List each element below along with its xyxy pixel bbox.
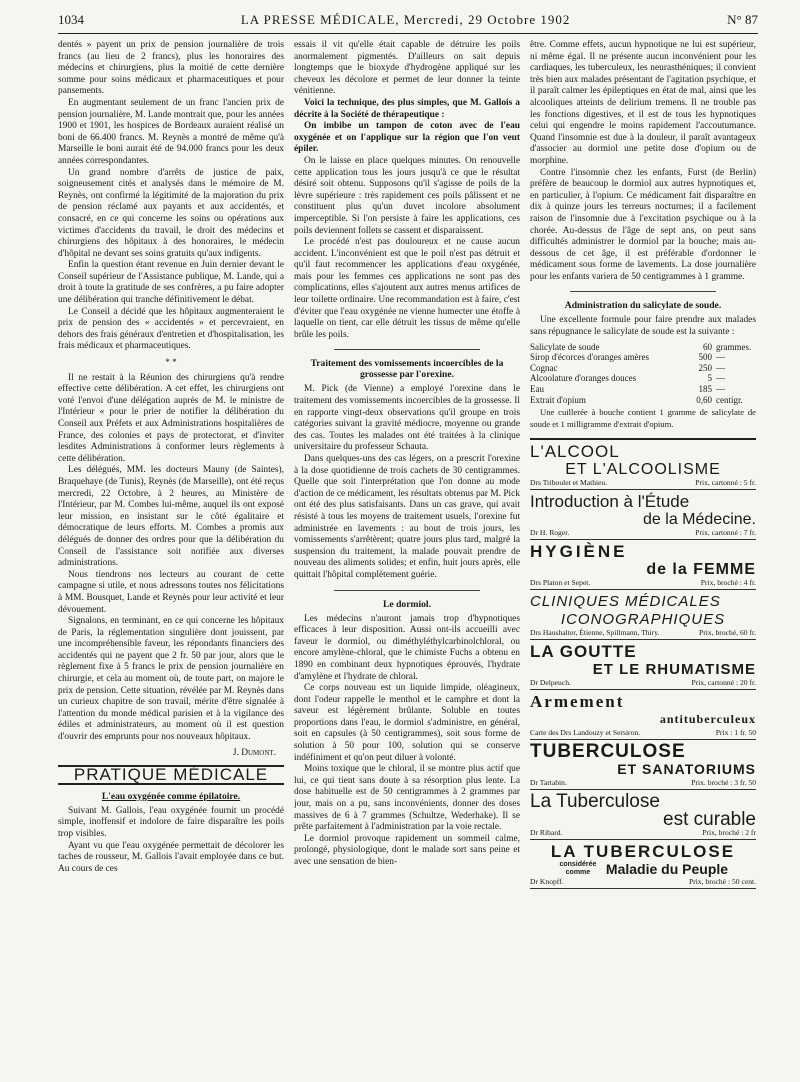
paragraph: Le dormiol provoque rapidement un sommeil calme, prolongé, physiologique, dont le malade sort sans peine et avec une sensation de bien- bbox=[294, 833, 520, 867]
ad-subtitle: de la Médecine. bbox=[643, 511, 756, 529]
formula-row bbox=[530, 373, 756, 384]
section-title: PRATIQUE MÉDICALE bbox=[58, 765, 284, 785]
article-heading: L'eau oxygénée comme épilatoire. bbox=[101, 790, 241, 802]
signature: J. Dumont. bbox=[232, 747, 276, 758]
paragraph: Signalons, en terminant, en ce qui concerne les hôpitaux de Paris, la réglementation singulière dont jouissent, par une incompréhensible faveur, les répondants financiers des accidentés qui ne payent que 2 fr. 50 par jour, alors que le règlement fixe à 5 francs le prix de pension journalière en chirurgie, et cela au moment où, de toute part, on majore le prix de pension. Cette situation, révélée par M. Reynès dans un curieux chapitre de son travail, mérite d'être signalée à l'attention du monde médical parisien et à la vigilance des édiles et administrateurs, au moment où il est question d'ouvrir des emprunts pour nos nouveaux hôpitaux. bbox=[58, 616, 284, 743]
paragraph: Il ne restait à la Réunion des chirurgiens qu'à rendre effective cette délibération. A cet effet, les chirurgiens ont voté l'envoi d'une délégation auprès de M. le ministre de l'Intérieur « pour le prier de notifier la délibération du Conseil aux Préfets et aux Administrations hospitalières de France, des colonies et pays de protectorat, et d'inviter lesdites Administrations à conformer leurs règlements à cette délibération. bbox=[58, 372, 284, 464]
formula-row bbox=[530, 384, 756, 395]
page-header bbox=[58, 12, 758, 34]
ad-subtitle: est curable bbox=[663, 809, 756, 831]
ad-tuberculose-curable bbox=[530, 790, 756, 840]
paragraph: Voici la technique, des plus simples, que M. Gallois a décrite à la Société de thérapeutique : bbox=[294, 97, 520, 120]
formula-name: Sirop d'écorces d'oranges amères bbox=[530, 352, 649, 363]
ad-author: Drs Triboulet et Mathieu. bbox=[530, 478, 608, 488]
ad-price: Prix. broché : 3 fr. 50 bbox=[691, 778, 756, 788]
column-2 bbox=[294, 40, 520, 1080]
ad-subtitle: Maladie du Peuple bbox=[605, 860, 729, 877]
paragraph: On le laisse en place quelques minutes. On renouvelle cette application tous les jours jusqu'à ce que le résultat désiré soit obtenu. Supposons qu'il s'agisse de poils de la lèvre supérieure : très rapidement ces poils pâlissent et ne constituent plus qu'un duvet incolore absolument imperceptible. Si l'on persiste à faire les applications, ces poils deviennent follets se cassent et disparaissent. bbox=[294, 155, 520, 236]
ad-cliniques-medicales bbox=[530, 590, 756, 640]
paragraph: Une excellente formule pour faire prendre aux malades sans répugnance le salicylate de soude est la suivante : bbox=[530, 315, 756, 338]
paragraph: Dans quelques-uns des cas légers, on a prescrit l'orexine à la dose quotidienne de trois cachets de 30 centigrammes. Quelle que soit l'interprétation que l'on donne au mode d'action de ce médicament, les résultats obtenus par M. Pick ont été des plus satisfaisants. Dans un cas grave, qui avait résisté à tous les moyens de traitement usuels, l'orexine fut administrée en lavements : au bout de trois jours, les vomissements s'arrêtèrent; quatre jours plus tard, malgré la suspension du traitement, la malade pouvait prendre de nouveau des aliments solides; et enfin, huit jours après, elle quittait l'hôpital complètement guérie. bbox=[294, 454, 520, 580]
ad-subtitle: de la FEMME bbox=[646, 561, 756, 579]
ad-author: Carte des Drs Landouzy et Sersiron. bbox=[530, 728, 641, 738]
ad-author: Dr Knopff. bbox=[530, 877, 564, 887]
paragraph: essais il vit qu'elle était capable de détruire les poils anormalement pigmentés. D'ailleurs on sait depuis longtemps que le bioxyde d'hydrogène appliqué sur les cheveux les décolore et permet de leur donner la teinte vénitienne. bbox=[294, 40, 520, 97]
ad-title: La Tuberculose bbox=[530, 791, 660, 813]
ad-title: TUBERCULOSE bbox=[530, 741, 686, 763]
ad-goutte-rhumatisme bbox=[530, 640, 756, 690]
formula-qty: 60 bbox=[703, 341, 712, 352]
ad-subtitle: antituberculeux bbox=[659, 712, 756, 727]
formula-name: Cognac bbox=[530, 362, 558, 373]
formula-qty: 185 bbox=[698, 384, 712, 395]
paragraph: être. Comme effets, aucun hypnotique ne lui est supérieur, ni même égal. Il ne présente aucun inconvénient pour les cardiaques, les tuberculeux, les neurasthéniques; il convient très bien aux malades présentant de l'agitation psychique, et il paraît calmer les épileptiques en état de mal, ainsi que les alcooliques atteints de delirium tremens. Il ne trouble pas les fonctions digestives, et il est de tous les hypnotiques celui qui engendre le moins rapidement l'accoutumance. Quand l'insomnie est due à la douleur, il paraît avantageux d'associer au dormiol une petite dose d'opium ou de morphine. bbox=[530, 40, 756, 166]
paragraph: Ayant vu que l'eau oxygénée permettait de décolorer les taches de rousseur, M. Gallois l'avait employée dans ce but. Au cours de ces bbox=[58, 840, 284, 874]
paragraph: M. Pick (de Vienne) a employé l'orexine dans le traitement des vomissements incoercibles de la grossesse. Il en rapporte vingt-deux observations qu'il groupe en trois catégories suivant la gravité médiocre, moyenne ou grande des cas. Toutes les malades ont été traitées à la clinique universitaire du professeur Schauta. bbox=[294, 384, 520, 453]
ad-price: Prix, broché : 4 fr. bbox=[700, 578, 756, 588]
ad-author: Dr H. Roger. bbox=[530, 528, 570, 538]
formula-row bbox=[530, 363, 756, 374]
ad-subtitle: ET SANATORIUMS bbox=[617, 761, 756, 778]
column-1 bbox=[58, 40, 284, 1080]
ad-title: HYGIÈNE bbox=[530, 542, 628, 562]
divider bbox=[570, 291, 716, 292]
article-heading: Administration du salicylate de soude. bbox=[564, 300, 722, 312]
article-heading: Le dormiol. bbox=[383, 598, 431, 610]
formula-unit: — bbox=[716, 362, 725, 373]
formula-qty: 5 bbox=[707, 373, 712, 384]
ad-small-label: considérée comme bbox=[559, 861, 597, 877]
page-number: 1034 bbox=[58, 12, 84, 27]
ad-subtitle: ICONOGRAPHIQUES bbox=[560, 611, 726, 629]
paragraph: On imbibe un tampon de coton avec de l'eau oxygénée et on l'applique sur la région que l'on veut épiler. bbox=[294, 121, 520, 155]
ad-tuberculose-sanatoriums bbox=[530, 740, 756, 790]
ad-author: Dr Tartabin. bbox=[530, 778, 567, 788]
formula-table bbox=[530, 342, 756, 406]
formula-name: Alcoolature d'oranges douces bbox=[530, 373, 637, 384]
ad-title: LA TUBERCULOSE bbox=[550, 842, 736, 862]
ad-price: Prix, cartonné : 5 fr. bbox=[695, 478, 756, 488]
ad-alcool bbox=[530, 440, 756, 490]
ad-author: Drs Platon et Sepet. bbox=[530, 578, 591, 588]
advertisements bbox=[530, 438, 756, 889]
ad-price: Prix, cartonné : 20 fr. bbox=[691, 678, 756, 688]
issue-number: N° 87 bbox=[727, 12, 758, 27]
formula-name: Eau bbox=[530, 384, 544, 395]
paragraph: Le Conseil a décidé que les hôpitaux augmenteraient le prix de pension des « accidentés » et percevraient, en dehors des frais généraux d'entretien et d'hospitalisation, les frais médicaux et pharmaceutiques. bbox=[58, 306, 284, 352]
ad-price: Prix : 1 fr. 50 bbox=[715, 728, 756, 738]
ad-title: LA GOUTTE bbox=[530, 642, 637, 662]
paragraph: Moins toxique que le chloral, il se montre plus actif que lui, ce qui tient sans doute à sa résorption plus lente. La dose habituelle est de 50 centigrammes à 2 grammes par jour, mais on a pu, sans inconvénients, donner des doses massives de 6 à 7 grammes (Schultze, Wederhake). Il se prête parfaitement à l'administration par la voie rectale. bbox=[294, 764, 520, 833]
ad-armement-antituberculeux bbox=[530, 690, 756, 740]
formula-row bbox=[530, 352, 756, 363]
section-divider-stars: * * bbox=[165, 357, 177, 368]
formula-name: Salicylate de soude bbox=[530, 341, 600, 352]
formula-unit: centigr. bbox=[716, 394, 743, 405]
ad-author: Dr Delpeuch. bbox=[530, 678, 571, 688]
formula-row bbox=[530, 342, 756, 353]
paragraph: En augmentant seulement de un franc l'ancien prix de pension journalière, M. Lande montrait que, pour les années 1900 et 1901, les hospices de Bordeaux auraient réalisé un boni de 66.400 francs. M. Reynès a montré de même qu'à Marseille le boni aurait été de 94.000 francs pour les deux années correspondantes. bbox=[58, 97, 284, 166]
ad-title: Introduction à l'Étude bbox=[530, 492, 690, 512]
paragraph: Les délégués, MM. les docteurs Mauny (de Saintes), Braquehaye (de Tunis), Reynès (de Marseille), ont été reçus mercredi, 22 Octobre, à 2 heures, au Ministère de l'Intérieur, par M. Combes lui-même, auquel ils ont exposé leur mission, en insistant sur le côté égalitaire et démocratique de leurs efforts. M. Combes a promis aux délégués de donner des ordres pour que la délibération du Conseil de l'assistance soit notifiée aux diverses administrations. bbox=[58, 465, 284, 569]
column-3 bbox=[530, 40, 756, 1080]
divider bbox=[334, 349, 480, 350]
formula-row bbox=[530, 395, 756, 406]
formula-qty: 250 bbox=[698, 362, 712, 373]
paragraph: Ce corps nouveau est un liquide limpide, oléagineux, dont l'odeur rappelle le menthol et le camphre et dont la saveur est légèrement brûlante. Soluble en toutes proportions dans l'eau, le dormiol s'administre, en général, soit en capsules (à 50 centigrammes), soit sous forme de solution à 50 pour 100, solution qui se conserve indéfiniment et qu'on peut diluer à volonté. bbox=[294, 683, 520, 763]
ad-title: CLINIQUES MÉDICALES bbox=[530, 593, 721, 611]
paragraph: Un grand nombre d'arrêts de justice de paix, soigneusement cités et analysés dans le mémoire de M. Reynès, ont confirmé la légitimité de la majoration du prix de pension réclamé aux payants et aux accidentés, et consacré, en ce qui concerne les soins ou opérations aux victimes d'accidents du travail, le droit des médecins et chirurgiens des hôpitaux à des honoraires, le médecin d'hôpital ne devant ses soins gratuits qu'aux indigents. bbox=[58, 167, 284, 259]
ad-introduction-medecine bbox=[530, 490, 756, 540]
formula-note: Une cuillerée à bouche contient 1 gramme de salicylate de soude et 1 milligramme d'extrait d'opium. bbox=[530, 407, 756, 429]
ad-title: L'ALCOOL bbox=[530, 442, 620, 462]
ad-subtitle: ET LE RHUMATISME bbox=[592, 661, 756, 679]
paragraph: Les médecins n'auront jamais trop d'hypnotiques efficaces à leur disposition. Aussi ont-ils accueilli avec faveur le dormiol, ou diméthyléthylcarbinolchloral, ou encore amylène-chloral, que le chimiste Fuchs a obtenu en 1890 en combinant deux hypnotiques éprouvés, l'hydrate d'amylène et l'hydrate de chloral. bbox=[294, 613, 520, 682]
formula-unit: — bbox=[716, 384, 725, 395]
paragraph: dentés » payent un prix de pension journalière de trois francs (au lieu de 2 francs), plus les honoraires des médecins et chirurgiens, plus la moitié de cette dernière somme pour soins médicaux et pharmaceutiques et pour pansements. bbox=[58, 40, 284, 97]
formula-qty: 500 bbox=[698, 352, 712, 363]
paragraph: Enfin la question étant revenue en Juin dernier devant le Conseil supérieur de l'Assistance publique, M. Lande, qui a droit à toute la gratitude de ses confrères, a pu faire adopter une délibération qui tranche définitivement le débat. bbox=[58, 260, 284, 306]
ad-maladie-du-peuple bbox=[530, 840, 756, 889]
paragraph: Suivant M. Gallois, l'eau oxygénée fournit un procédé simple, inoffensif et indolore de faire disparaître les poils trop visibles. bbox=[58, 805, 284, 839]
paragraph: Le procédé n'est pas douloureux et ne cause aucun accident. L'inconvénient est que le poil n'est pas détruit et qu'il faut recommencer les applications d'eau oxygénée, mais pour les femmes ces applications ne sont pas des complications, elles s'ajoutent aux autres menus artifices de leur toilette ordinaire. Une recommandation est à faire, c'est d'éviter que l'eau oxygénée ne vienne humecter une étoffe à laquelle on tient, car elle détruit les tissus de même qu'elle brûle les poils. bbox=[294, 237, 520, 340]
formula-name: Extrait d'opium bbox=[530, 394, 586, 405]
ad-title: Armement bbox=[530, 692, 625, 712]
article-heading: Traitement des vomissements incoercibles de la grossesse par l'orexine. bbox=[310, 358, 504, 381]
paragraph: Contre l'insomnie chez les enfants, Furst (de Berlin) préfère de beaucoup le dormiol aux autres hypnotiques et, en particulier, à l'opium. Ce médicament fait disparaître en dix à quinze jours les terreurs nocturnes; il a facilement raison de l'insomnie due à l'excitation psychique ou à la chorée. Au-dessus de l'âge de sept ans, on peut sans difficultés administrer le dormiol par la bouche; mais au-dessous de cet âge, il est préférable d'ordonner le médicament sous forme de lavements. La dose journalière pour les enfants variera de 50 centigrammes à 1 gramme. bbox=[530, 167, 756, 282]
formula-qty: 0,60 bbox=[696, 394, 712, 405]
ad-price: Prix, cartonné : 7 fr. bbox=[695, 528, 756, 538]
divider bbox=[334, 590, 480, 591]
ad-author: Dr Ribard. bbox=[530, 828, 563, 838]
ad-hygiene-femme bbox=[530, 540, 756, 590]
ad-subtitle: ET L'ALCOOLISME bbox=[565, 461, 721, 479]
paragraph: Nous tiendrons nos lecteurs au courant de cette campagne si utile, et nous adressons toutes nos félicitations à MM. Bousquet, Lande et Reynès pour leur activité et leur dévouement. bbox=[58, 569, 284, 615]
ad-price: Prix, broché : 50 cent. bbox=[688, 877, 756, 887]
ad-author: Drs Haushalter, Étienne, Spillmann, Thiry. bbox=[530, 628, 660, 638]
journal-title: LA PRESSE MÉDICALE, Mercredi, 29 Octobre 1902 bbox=[240, 12, 571, 27]
formula-unit: grammes. bbox=[716, 341, 752, 352]
formula-unit: — bbox=[716, 352, 725, 363]
ad-price: Prix, broché : 2 fr bbox=[702, 828, 756, 838]
formula-unit: — bbox=[716, 373, 725, 384]
ad-price: Prix, broché, 60 fr. bbox=[699, 628, 756, 638]
